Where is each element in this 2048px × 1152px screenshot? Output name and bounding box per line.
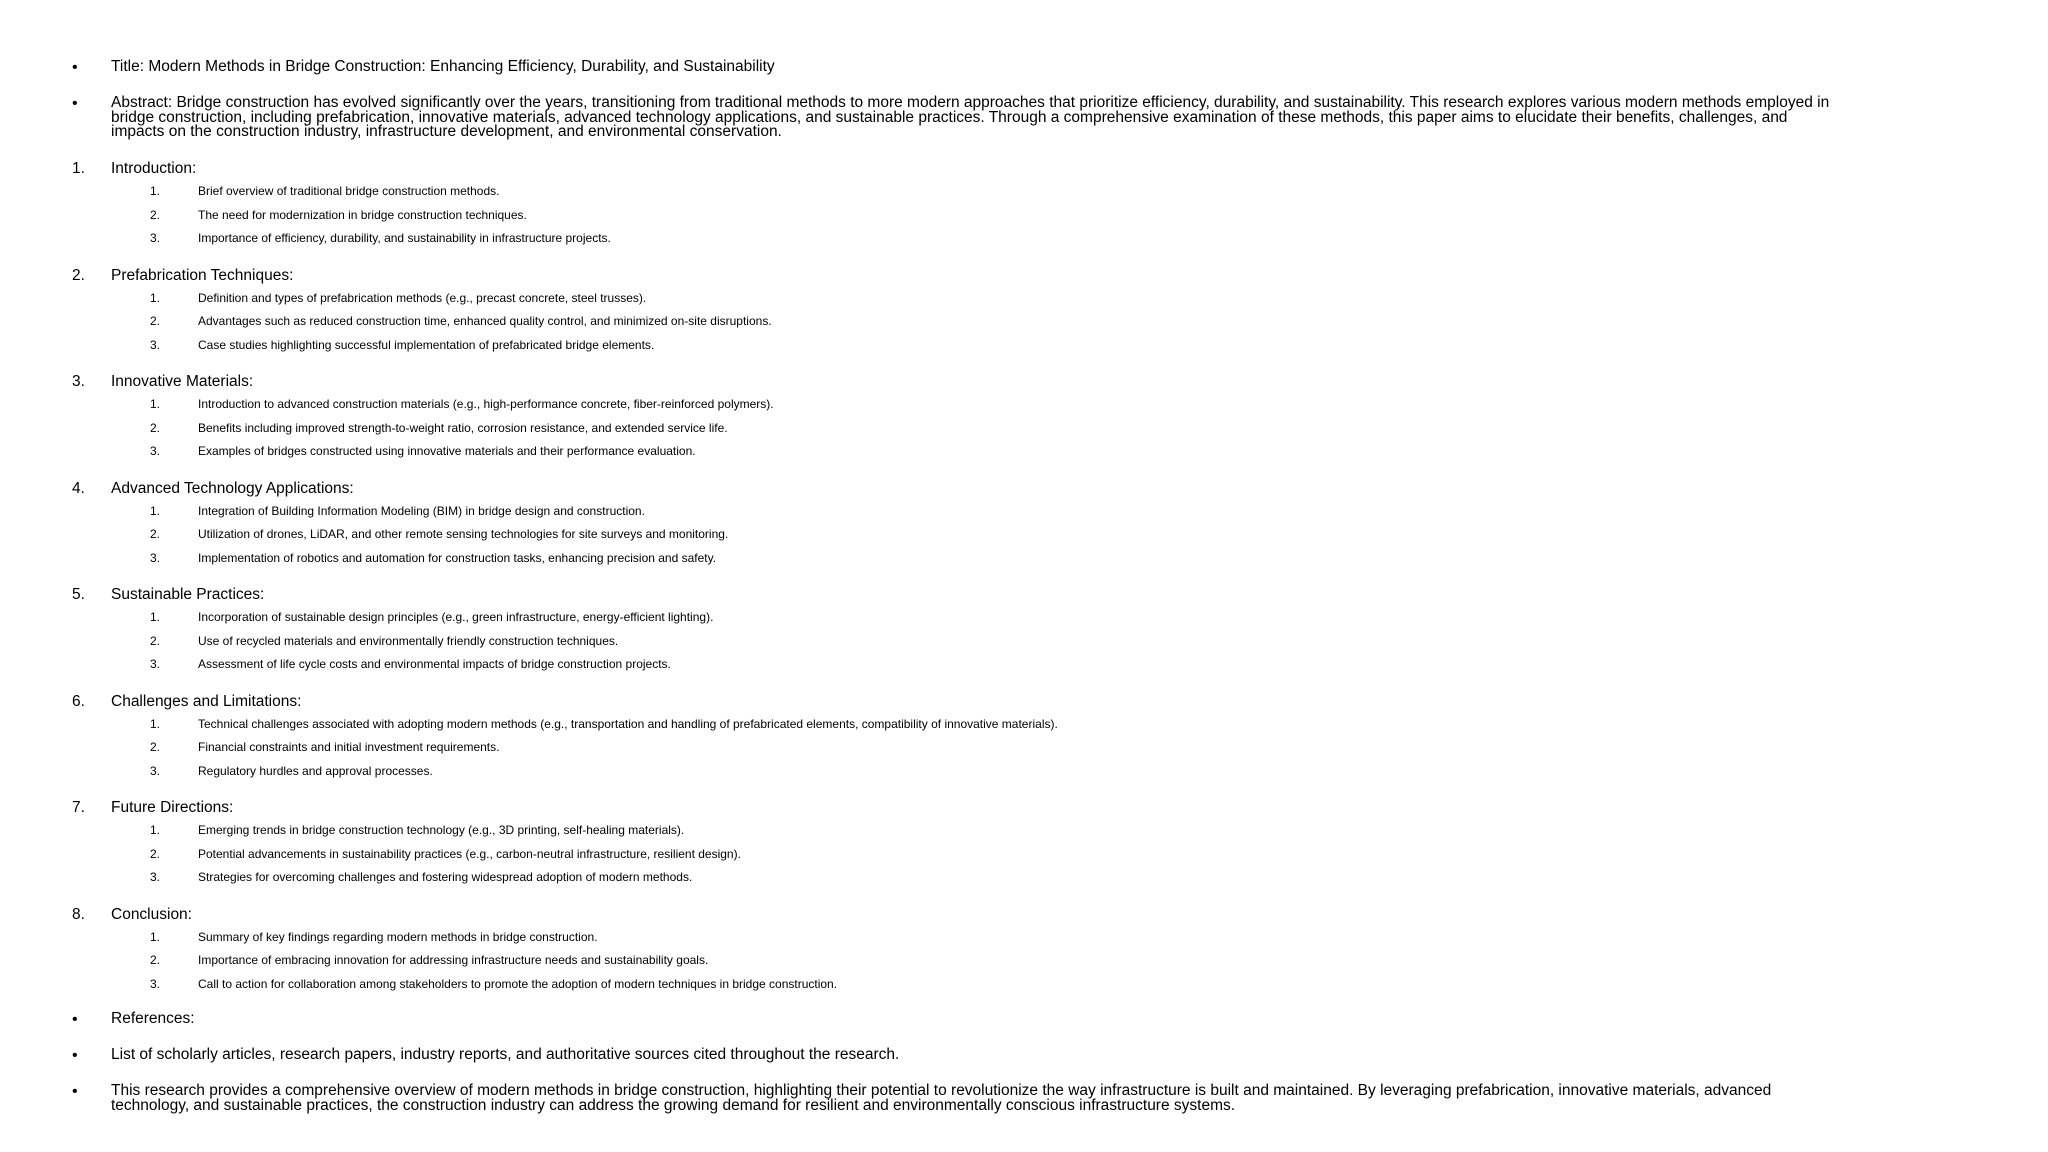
list-item-text: Utilization of drones, LiDAR, and other remote sensing technologies for site surveys and monitoring. [198,527,729,541]
list-item [0,443,1500,461]
section-title: Prefabrication Techniques: [111,266,294,284]
section-title: Conclusion: [111,905,192,923]
list-item [0,976,1500,994]
bullet-icon: • [72,95,78,112]
list-item-number: 3. [150,444,161,458]
list-item-number: 1. [150,610,161,624]
list-item-number: 1. [150,184,161,198]
list-item-text: Technical challenges associated with adopting modern methods (e.g., transportation and handling of prefabricated elements, compatibility of innovative materials). [198,716,1058,731]
list-item-text: Benefits including improved strength-to-weight ratio, corrosion resistance, and extended service life. [198,420,728,435]
list-item [0,739,1500,757]
list-item-text: Importance of efficiency, durability, and sustainability in infrastructure projects. [198,231,611,245]
section-number: 3. [72,373,85,390]
list-item-text: Advantages such as reduced construction time, enhanced quality control, and minimized on-site disruptions. [198,314,772,328]
list-item-text: Call to action for collaboration among stakeholders to promote the adoption of modern techniques in bridge construction. [198,976,838,991]
list-item-text: Case studies highlighting successful implementation of prefabricated bridge elements. [198,337,655,352]
list-item-number: 2. [150,633,161,648]
list-item [0,290,1500,308]
list-item-number: 3. [150,976,161,991]
list-item-text: Financial constraints and initial investment requirements. [198,740,500,754]
list-item-text: Definition and types of prefabrication methods (e.g., precast concrete, steel trusses). [198,290,647,305]
list-item-number: 3. [150,337,161,352]
section-number: 7. [72,799,85,816]
list-item-number: 1. [150,503,161,518]
list-item-number: 2. [150,846,161,861]
section-number: 2. [72,266,85,284]
list-item [0,183,1500,201]
list-item [0,952,1500,970]
list-item-number: 2. [150,740,161,754]
list-item [0,846,1500,864]
list-item [0,550,1500,568]
list-item-text: Importance of embracing innovation for addressing infrastructure needs and sustainability goals. [198,953,709,967]
list-item [0,929,1500,947]
list-item-number: 2. [150,420,161,435]
list-item [0,396,1500,414]
section-title: Innovative Materials: [111,373,254,390]
section-number: 4. [72,479,85,497]
bullet-icon: • [72,59,78,76]
section-title: Introduction: [111,160,197,177]
list-item-text: Integration of Building Information Modeling (BIM) in bridge design and construction. [198,503,645,518]
section-number: 8. [72,905,85,923]
list-item [0,869,1500,887]
list-item-number: 1. [150,929,161,944]
list-item [0,822,1500,840]
list-item-text: Use of recycled materials and environmentally friendly construction techniques. [198,633,619,648]
closing-text: This research provides a comprehensive overview of modern methods in bridge construction, highlighting their potential to revolutionize the way infrastructure is built and maintained. By leveraging prefabrication, innovative materials, advanced technology, and sustainable practices, the construction industry can address the growing demand for resilient and environmentally conscious infrastructure systems. [111,1082,1772,1114]
list-item [0,337,1500,355]
list-item [0,716,1500,734]
list-item-text: Assessment of life cycle costs and environmental impacts of bridge construction projects. [198,657,671,671]
references-heading: References: [111,1010,195,1027]
list-item [0,420,1500,438]
list-item-number: 3. [150,870,161,884]
document-title: Title: Modern Methods in Bridge Construction: Enhancing Efficiency, Durability, and Sustainability [111,58,775,75]
list-item [0,656,1500,674]
list-item-number: 1. [150,290,161,305]
references-text: List of scholarly articles, research papers, industry reports, and authoritative sources cited throughout the research. [111,1046,900,1063]
list-item [0,230,1500,248]
list-item-number: 2. [150,953,161,967]
list-item-text: Implementation of robotics and automation for construction tasks, enhancing precision and safety. [198,550,717,565]
bullet-icon: • [72,1083,78,1100]
list-item-text: Potential advancements in sustainability practices (e.g., carbon-neutral infrastructure, resilient design). [198,846,741,861]
list-item-number: 3. [150,763,161,778]
list-item-number: 1. [150,716,161,731]
section-title: Future Directions: [111,799,234,816]
list-item [0,503,1500,521]
list-item-number: 2. [150,527,161,541]
list-item-text: Examples of bridges constructed using innovative materials and their performance evaluation. [198,444,696,458]
list-item-text: Summary of key findings regarding modern methods in bridge construction. [198,929,598,944]
list-item-number: 1. [150,823,161,837]
list-item [0,609,1500,627]
list-item-text: Incorporation of sustainable design principles (e.g., green infrastructure, energy-efficient lighting). [198,610,714,624]
list-item [0,207,1500,225]
list-item [0,763,1500,781]
abstract-text: Abstract: Bridge construction has evolved significantly over the years, transitioning from traditional methods to more modern approaches that prioritize efficiency, durability, and sustainability. This research explores various modern methods employed in bridge construction, including prefabrication, innovative materials, advanced technology applications, and sustainable practices. Through a comprehensive examination of these methods, this paper aims to elucidate their benefits, challenges, and impacts on the construction industry, infrastructure development, and environmental conservation. [111,94,1830,140]
list-item [0,633,1500,651]
list-item-number: 1. [150,397,161,411]
bullet-icon: • [72,1011,78,1028]
section-title: Advanced Technology Applications: [111,479,354,497]
section-number: 5. [72,586,85,603]
list-item-number: 3. [150,657,161,671]
bullet-icon: • [72,1047,78,1064]
list-item-text: Regulatory hurdles and approval processes. [198,763,433,778]
list-item-number: 2. [150,314,161,328]
section-title: Sustainable Practices: [111,586,265,603]
section-title: Challenges and Limitations: [111,692,302,710]
list-item [0,526,1500,544]
list-item-text: Strategies for overcoming challenges and fostering widespread adoption of modern methods. [198,870,693,884]
list-item-text: Brief overview of traditional bridge construction methods. [198,184,500,198]
list-item-number: 3. [150,231,161,245]
list-item-text: Emerging trends in bridge construction technology (e.g., 3D printing, self-healing materials). [198,823,685,837]
section-number: 1. [72,160,85,177]
list-item-number: 3. [150,550,161,565]
list-item-text: Introduction to advanced construction materials (e.g., high-performance concrete, fiber-reinforced polymers). [198,397,774,411]
list-item-text: The need for modernization in bridge construction techniques. [198,207,527,222]
section-number: 6. [72,692,85,710]
list-item-number: 2. [150,207,161,222]
list-item [0,313,1500,331]
